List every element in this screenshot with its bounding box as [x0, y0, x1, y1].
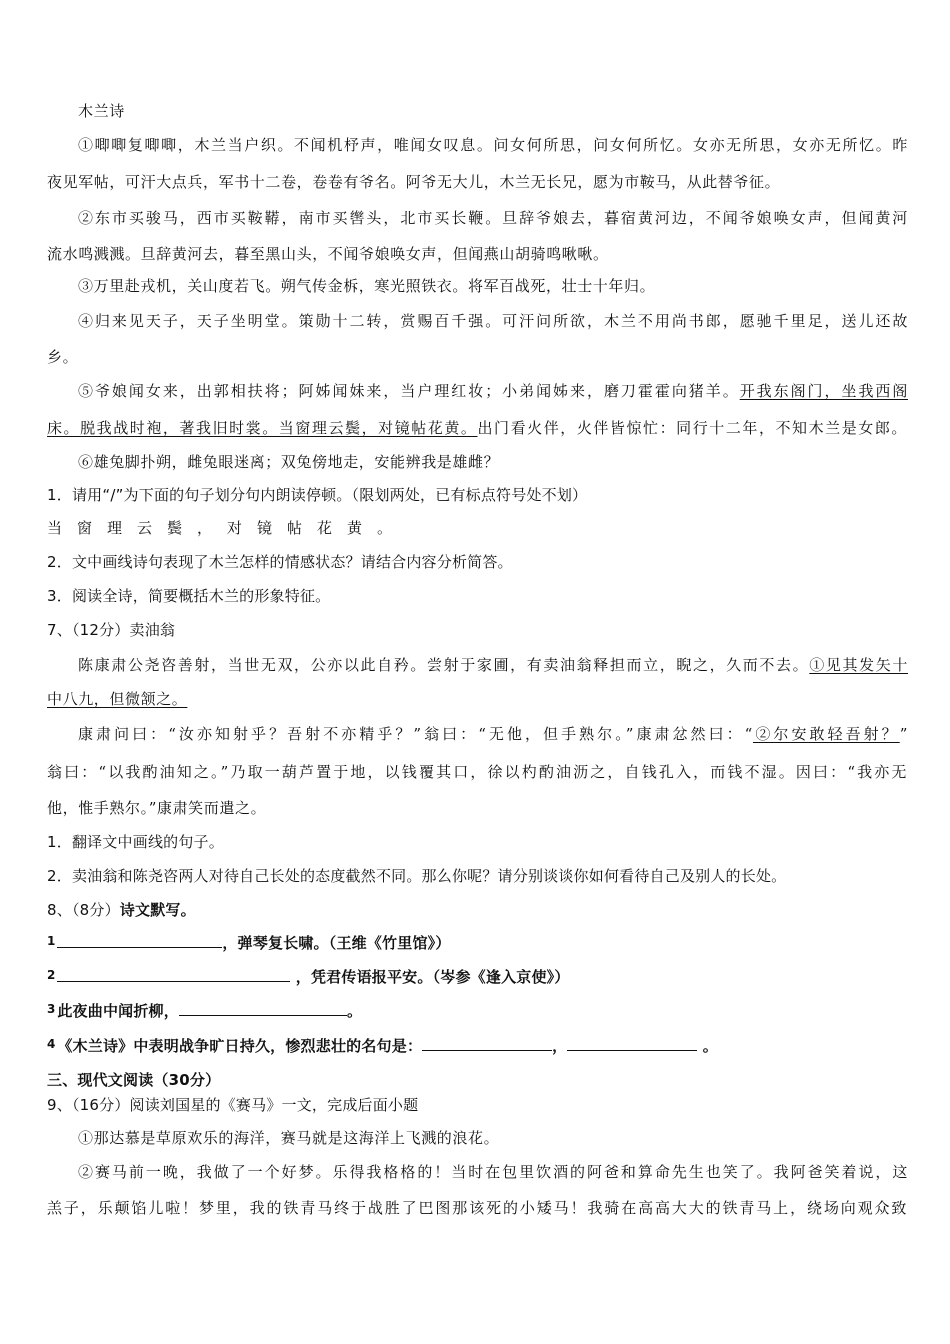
- oil-seller-text: 康肃问曰：“汝亦知射乎？吾射不亦精乎？”翁曰：“无他，但手熟尔。”康肃忿然曰：“: [78, 725, 753, 743]
- answer-blank[interactable]: [422, 1036, 552, 1051]
- dictation-text: ，: [552, 1037, 568, 1055]
- answer-blank[interactable]: [179, 1001, 347, 1016]
- underlined-sentence-1: 中八九，但微颔之。: [47, 690, 188, 708]
- circled-number: 1: [47, 934, 56, 948]
- question-1: 1．请用“/”为下面的句子划分句内朗读停顿。（限划两处，已有标点符号处不划）: [47, 486, 588, 504]
- dictation-item-2: [47, 967, 907, 988]
- dictation-text: ，凭君传语报平安。（岑参《逢入京使》）: [290, 968, 570, 986]
- underlined-verse: 开我东阁门，坐我西阁: [739, 382, 908, 400]
- dictation-text: 。: [346, 1002, 363, 1020]
- dictation-item-4: [47, 1036, 907, 1057]
- poem-title: 木兰诗: [78, 102, 125, 120]
- poem-para-4-line-1: ④归来见天子，天子坐明堂。策勋十二转，赏赐百千强。可汗问所欲，木兰不用尚书郎，愿驰千里足，送儿还故: [78, 312, 908, 330]
- oil-seller-para-1-line-1: [78, 655, 908, 675]
- question-7-heading: 7、（12分）卖油翁: [47, 621, 176, 639]
- horse-race-para-2-line-1: ②赛马前一晚，我做了一个好梦。乐得我格格的！当时在包里饮酒的阿爸和算命先生也笑了。我阿爸笑着说，这: [78, 1163, 908, 1181]
- poem-para-5-text: 出门看火伴，火伴皆惊忙：同行十二年，不知木兰是女郎。: [477, 419, 907, 437]
- circled-number: 4: [47, 1037, 56, 1051]
- dictation-item-3: [47, 1001, 907, 1022]
- poem-para-2-line-2: 流水鸣溅溅。旦辞黄河去，暮至黑山头，不闻爷娘唤女声，但闻燕山胡骑鸣啾啾。: [47, 245, 609, 263]
- circled-number: 2: [47, 968, 56, 982]
- oil-seller-para-1-line-2: [47, 689, 907, 709]
- dictation-item-1: [47, 933, 907, 954]
- dictation-text: ，弹琴复长啸。（王维《竹里馆》）: [222, 934, 451, 952]
- poem-para-1-line-2: 夜见军帖，可汗大点兵，军书十二卷，卷卷有爷名。阿爷无大儿，木兰无长兄，愿为市鞍马，从此替爷征。: [47, 173, 781, 191]
- oil-seller-para-2-line-1: [78, 724, 908, 744]
- poem-para-5-line-1: [78, 381, 908, 401]
- circled-number: 3: [47, 1002, 56, 1016]
- horse-race-para-1: ①那达慕是草原欢乐的海洋，赛马就是这海洋上飞溅的浪花。: [78, 1129, 500, 1147]
- oil-seller-para-2-line-2: 翁曰：“以我酌油知之。”乃取一葫芦置于地，以钱覆其口，徐以杓酌油沥之，自钱孔入，而钱不湿。因曰：“我亦无: [47, 763, 907, 781]
- dictation-text: 。: [697, 1037, 718, 1055]
- dictation-text: 《木兰诗》中表明战争旷日持久，惨烈悲壮的名句是：: [57, 1037, 423, 1055]
- dictation-text: 此夜曲中闻折柳，: [57, 1002, 179, 1020]
- question-7-sub-1: 1．翻译文中画线的句子。: [47, 833, 224, 851]
- question-8-title: 诗文默写。: [119, 901, 196, 919]
- question-8-number: 8、（8分）: [47, 901, 120, 919]
- question-7-sub-2: 2．卖油翁和陈尧咨两人对待自己长处的态度截然不同。那么你呢？请分别谈谈你如何看待自己及别人的长处。: [47, 867, 787, 885]
- answer-blank[interactable]: [57, 933, 222, 948]
- answer-blank[interactable]: [57, 967, 290, 982]
- poem-para-2-line-1: ②东市买骏马，西市买鞍鞯，南市买辔头，北市买长鞭。旦辞爷娘去，暮宿黄河边，不闻爷娘唤女声，但闻黄河: [78, 209, 908, 227]
- question-1-sentence: 当窗理云鬓，对镜帖花黄。: [47, 519, 408, 537]
- oil-seller-text: 陈康肃公尧咨善射，当世无双，公亦以此自矜。尝射于家圃，有卖油翁释担而立，睨之，久而不去。: [78, 656, 810, 674]
- poem-para-1-line-1: ①唧唧复唧唧，木兰当户织。不闻机杼声，唯闻女叹息。问女何所思，问女何所忆。女亦无所思，女亦无所忆。昨: [78, 136, 908, 154]
- question-8-heading: [47, 900, 907, 920]
- poem-para-3: ③万里赴戎机，关山度若飞。朔气传金柝，寒光照铁衣。将军百战死，壮士十年归。: [78, 277, 656, 295]
- question-2: 2．文中画线诗句表现了木兰怎样的情感状态？请结合内容分析简答。: [47, 553, 513, 571]
- horse-race-para-2-line-2: 羔子，乐颠馅儿啦！梦里，我的铁青马终于战胜了巴图那该死的小矮马！我骑在高高大大的铁青马上，绕场向观众致: [47, 1199, 907, 1217]
- question-9-heading: 9、（16分）阅读刘国星的《赛马》一文，完成后面小题: [47, 1096, 419, 1114]
- question-3: 3．阅读全诗，简要概括木兰的形象特征。: [47, 587, 331, 605]
- answer-blank[interactable]: [567, 1036, 697, 1051]
- oil-seller-para-2-line-3: 他，惟手熟尔。”康肃笑而遣之。: [47, 799, 267, 817]
- poem-para-6: ⑥雄兔脚扑朔，雌兔眼迷离；双兔傍地走，安能辨我是雄雌？: [78, 453, 500, 471]
- underlined-verse: 床。脱我战时袍，著我旧时裳。当窗理云鬓，对镜帖花黄。: [47, 419, 478, 437]
- underlined-sentence-2: ②尔安敢轻吾射？: [752, 725, 900, 743]
- poem-para-5-text: ⑤爷娘闻女来，出郭相扶将；阿姊闻妹来，当户理红妆；小弟闻姊来，磨刀霍霍向猪羊。: [78, 382, 740, 400]
- poem-para-4-line-2: 乡。: [47, 348, 79, 366]
- closing-quote: ”: [899, 725, 908, 743]
- section-3-heading: 三、现代文阅读（30分）: [47, 1071, 221, 1089]
- underlined-sentence-1: ①见其发矢十: [809, 656, 908, 674]
- poem-para-5-line-2: [47, 418, 907, 438]
